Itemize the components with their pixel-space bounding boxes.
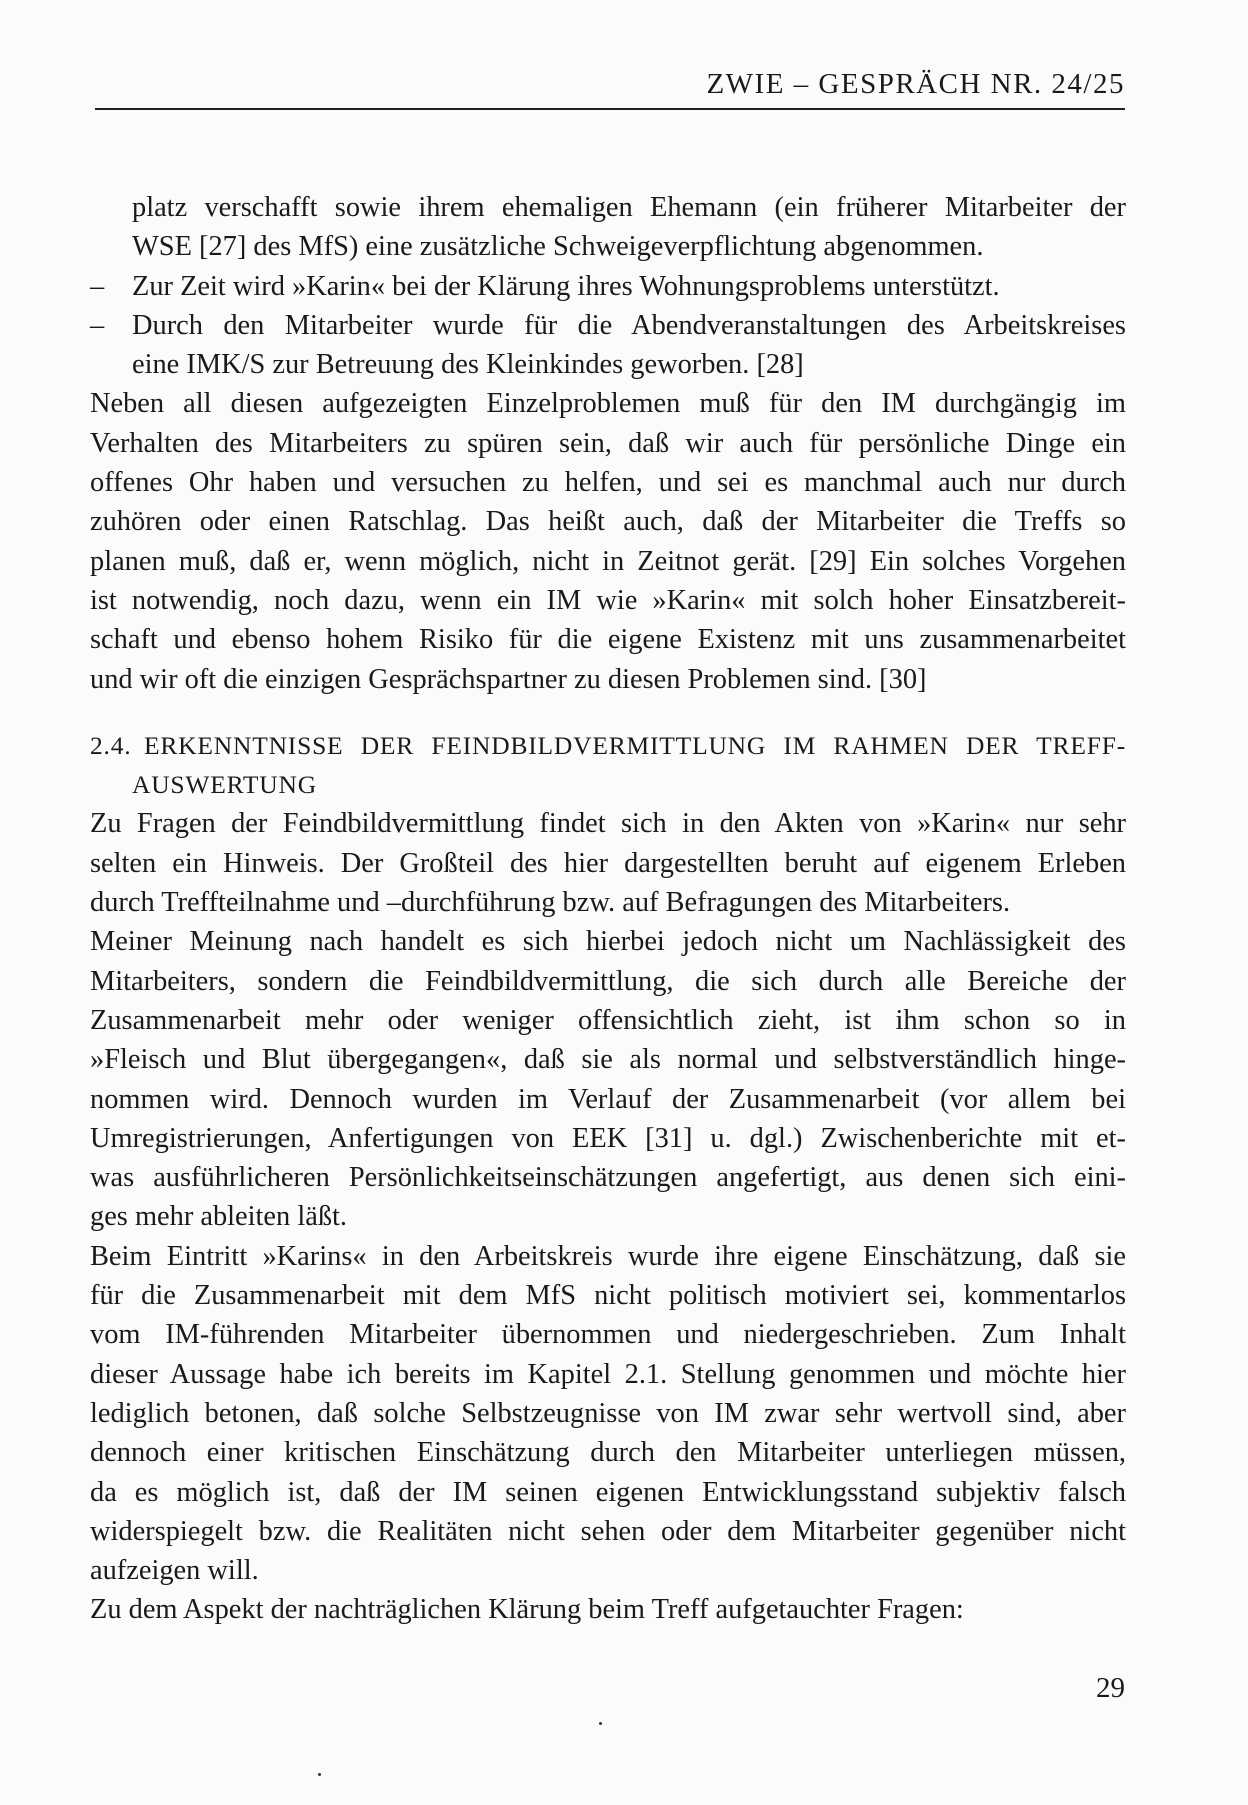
section-heading-cont: AUSWERTUNG bbox=[132, 770, 317, 800]
text-line: WSE [27] des MfS) eine zusätzliche Schweigeverpflichtung abgenommen. bbox=[132, 231, 984, 263]
text-line: durch Treffteilnahme und –durchführung bzw. auf Befragungen des Mitarbeiters. bbox=[90, 887, 1011, 919]
text-line: für die Zusammenarbeit mit dem MfS nicht politisch motiviert sei, kommentarlos bbox=[90, 1280, 1126, 1312]
list-item bbox=[90, 267, 1126, 306]
header-rule bbox=[95, 108, 1125, 110]
text-line: Mitarbeiters, sondern die Feindbildvermittlung, die sich durch alle Bereiche der bbox=[90, 965, 1126, 997]
text-line: ist notwendig, noch dazu, wenn ein IM wie »Karin« mit solch hoher Einsatzbereit- bbox=[90, 584, 1126, 616]
text-line: lediglich betonen, daß solche Selbstzeugnisse von IM zwar sehr wertvoll sind, aber bbox=[90, 1397, 1126, 1429]
page-body bbox=[90, 188, 1126, 1630]
text-line: planen muß, daß er, wenn möglich, nicht in Zeitnot gerät. [29] Ein solches Vorgehen bbox=[90, 545, 1126, 577]
text-line: widerspiegelt bzw. die Realitäten nicht sehen oder dem Mitarbeiter gegenüber nicht bbox=[90, 1515, 1126, 1547]
text-line: selten ein Hinweis. Der Großteil des hier dargestellten beruht auf eigenem Erleben bbox=[90, 847, 1126, 879]
section-gap bbox=[90, 699, 1126, 726]
section-heading bbox=[90, 726, 1126, 765]
text-line: dennoch einer kritischen Einschätzung durch den Mitarbeiter unterliegen müssen, bbox=[90, 1437, 1126, 1469]
text-line: »Fleisch und Blut übergegangen«, daß sie als normal und selbstverständlich hinge- bbox=[90, 1044, 1126, 1076]
text-line: aufzeigen will. bbox=[90, 1555, 259, 1587]
text-line: was ausführlicheren Persönlichkeitseinschätzungen angefertigt, aus denen sich eini- bbox=[90, 1162, 1126, 1194]
running-header: ZWIE – GESPRÄCH NR. 24/25 bbox=[706, 68, 1125, 100]
text-line: eine IMK/S zur Betreuung des Kleinkindes geworben. [28] bbox=[132, 349, 804, 381]
text-line: zuhören oder einen Ratschlag. Das heißt auch, daß der Mitarbeiter die Treffs so bbox=[90, 506, 1126, 538]
section-title: ERKENNTNISSE DER FEINDBILDVERMITTLUNG IM RAHMEN DER TREFF- bbox=[144, 730, 1126, 760]
text-line: Neben all diesen aufgezeigten Einzelproblemen muß für den IM durchgängig im bbox=[90, 388, 1126, 420]
text-line: Zur Zeit wird »Karin« bei der Klärung ihres Wohnungsproblems unterstützt. bbox=[132, 270, 1000, 302]
text-line: und wir oft die einzigen Gesprächspartner zu diesen Problemen sind. [30] bbox=[90, 663, 927, 695]
text-line: dieser Aussage habe ich bereits im Kapitel 2.1. Stellung genommen und möchte hier bbox=[90, 1358, 1126, 1390]
scan-speck bbox=[318, 1773, 321, 1776]
list-item bbox=[90, 306, 1126, 345]
text-line: da es möglich ist, daß der IM seinen eigenen Entwicklungsstand subjektiv falsch bbox=[90, 1476, 1126, 1508]
text-line: Zusammenarbeit mehr oder weniger offensichtlich zieht, ist ihm schon so in bbox=[90, 1004, 1126, 1036]
dash-marker: – bbox=[90, 309, 105, 341]
dash-marker: – bbox=[90, 270, 105, 302]
text-line: offenes Ohr haben und versuchen zu helfen, und sei es manchmal auch nur durch bbox=[90, 467, 1126, 499]
text-line: Durch den Mitarbeiter wurde für die Abendveranstaltungen des Arbeitskreises bbox=[132, 309, 1126, 341]
text-line: vom IM-führenden Mitarbeiter übernommen und niedergeschrieben. Zum Inhalt bbox=[90, 1319, 1126, 1351]
text-line: Beim Eintritt »Karins« in den Arbeitskreis wurde ihre eigene Einschätzung, daß sie bbox=[90, 1240, 1126, 1272]
text-line: Meiner Meinung nach handelt es sich hierbei jedoch nicht um Nachlässigkeit des bbox=[90, 926, 1126, 958]
text-line: nommen wird. Dennoch wurden im Verlauf der Zusammenarbeit (vor allem bei bbox=[90, 1083, 1126, 1115]
text-line: Zu Fragen der Feindbildvermittlung findet sich in den Akten von »Karin« nur sehr bbox=[90, 808, 1126, 840]
scan-speck bbox=[599, 1722, 602, 1725]
text-line: Verhalten des Mitarbeiters zu spüren sein, daß wir auch für persönliche Dinge ein bbox=[90, 427, 1126, 459]
text-line: Zu dem Aspekt der nachträglichen Klärung beim Treff aufgetauchter Fragen: bbox=[90, 1594, 964, 1626]
section-number: 2.4. bbox=[90, 730, 132, 760]
text-line: Umregistrierungen, Anfertigungen von EEK [31] u. dgl.) Zwischenberichte mit et- bbox=[90, 1122, 1126, 1154]
page-number: 29 bbox=[1096, 1672, 1125, 1704]
text-line: ges mehr ableiten läßt. bbox=[90, 1201, 347, 1233]
text-line: platz verschafft sowie ihrem ehemaligen Ehemann (ein früherer Mitarbeiter der bbox=[132, 192, 1126, 223]
text-line: schaft und ebenso hohem Risiko für die eigene Existenz mit uns zusammenarbeitet bbox=[90, 624, 1126, 656]
